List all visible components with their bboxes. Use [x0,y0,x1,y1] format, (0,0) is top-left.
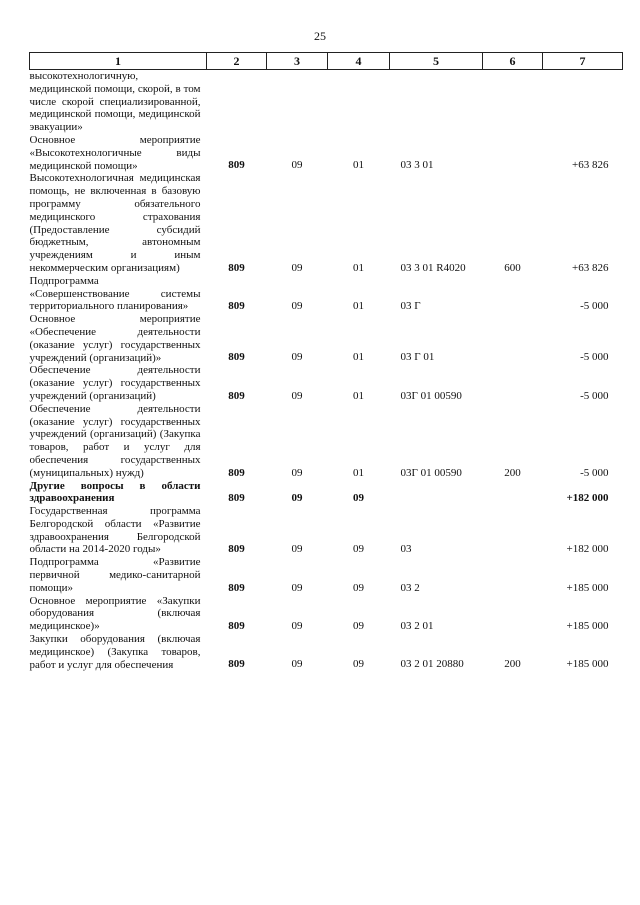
row-name: Обеспечение деятельности (оказание услуг) государственных учреждений (организаций) (Закупка товаров, работ и услуг для обеспечения государственных (муниципальных) нужд) [29,402,201,479]
table-row [30,633,623,671]
row-kvs: 809 [228,261,245,274]
row-kvs: 809 [228,581,245,594]
row-csr [390,480,483,506]
table-row [30,403,623,480]
row-amount: -5 000 [580,466,609,479]
row-name: Высокотехнологичная медицинская помощь, не включенная в базовую программу обязательного медицинского страхования (Предоставление субсидий бюджетным, автономным учреждениям и иным некоммерческим организациям) [29,172,201,274]
row-rz: 09 [291,658,303,671]
row-name: Основное мероприятие «Закупки оборудования (включая медицинское)» [29,594,201,633]
header-col-3: 3 [267,53,328,70]
row-rz: 09 [291,581,303,594]
row-rz: 09 [291,492,303,505]
row-amount: -5 000 [580,300,609,313]
row-vr [483,505,543,556]
row-rz: 09 [291,159,303,172]
page-number: 25 [314,29,326,43]
row-rz: 09 [291,389,303,402]
row-csr: 03 2 01 [400,620,434,633]
row-pr: 01 [353,261,364,274]
row-name: Основное мероприятие «Высокотехнологичные виды медицинской помощи» [29,133,201,172]
table-body [30,70,623,672]
row-csr: 03 Г 01 [400,351,435,364]
row-kvs: 809 [228,389,245,402]
row-name: Обеспечение деятельности (оказание услуг) государственных учреждений (организаций) [29,364,201,402]
row-vr [483,313,543,364]
row-name: Закупки оборудования (включая медицинское) (Закупка товаров, работ и услуг для обеспечения [29,633,201,671]
row-kvs: 809 [228,658,245,671]
row-pr: 01 [353,300,364,313]
row-rz [267,70,328,134]
row-pr: 01 [353,466,364,479]
table-row [30,480,623,506]
header-row [30,53,623,70]
row-rz: 09 [291,261,303,274]
row-name: Государственная программа Белгородской области «Развитие здравоохранения Белгородской области на 2014-2020 годы» [29,505,201,556]
table-row [30,595,623,633]
row-amount: +182 000 [566,543,609,556]
row-amount [543,70,623,134]
row-pr: 01 [353,351,364,364]
row-vr [483,595,543,633]
row-amount: +185 000 [566,658,609,671]
row-kvs: 809 [228,300,245,313]
row-csr: 03Г 01 00590 [400,466,462,479]
row-pr: 09 [353,581,364,594]
header-col-1: 1 [30,53,207,70]
row-name: Другие вопросы в области здравоохранения [29,479,201,505]
row-csr: 03 3 01 [400,159,434,172]
row-vr: 200 [504,466,521,479]
row-name: Основное мероприятие «Обеспечение деятельности (оказание услуг) государственных учреждений (организаций)» [29,313,201,364]
row-kvs: 809 [228,159,245,172]
row-csr: 03Г 01 00590 [400,389,462,402]
row-vr: 200 [504,658,521,671]
row-rz: 09 [291,466,303,479]
row-vr: 600 [504,261,521,274]
row-pr: 09 [353,658,364,671]
row-name: высокотехнологичную, медицинской помощи, скорой, в том числе скорой специализированной, медицинской помощи, медицинской эвакуации» [29,70,201,134]
table-row [30,505,623,556]
row-amount: +185 000 [566,581,609,594]
table-row [30,70,623,134]
row-csr [390,70,483,134]
row-rz: 09 [291,351,303,364]
table-row [30,556,623,594]
table-row [30,313,623,364]
row-csr: 03 2 [400,581,420,594]
row-kvs: 809 [228,351,245,364]
header-col-6: 6 [483,53,543,70]
row-amount: +182 000 [566,492,609,505]
row-pr: 09 [353,620,364,633]
row-rz: 09 [291,300,303,313]
row-vr [483,364,543,402]
row-rz: 09 [291,543,303,556]
row-pr: 01 [353,389,364,402]
row-kvs: 809 [228,492,245,505]
row-amount: +63 826 [572,261,609,274]
row-pr [328,70,390,134]
row-vr [483,134,543,172]
row-vr [483,70,543,134]
row-vr [483,275,543,313]
row-kvs: 809 [228,466,245,479]
row-kvs [207,70,267,134]
row-amount: -5 000 [580,351,609,364]
header-col-2: 2 [207,53,267,70]
table-header [30,53,623,70]
table-row [30,364,623,402]
table-row [30,134,623,172]
row-amount: +185 000 [566,620,609,633]
row-csr: 03 2 01 20880 [400,658,464,671]
row-csr: 03 3 01 R4020 [400,261,466,274]
header-col-5: 5 [390,53,483,70]
row-name: Подпрограмма «Совершенствование системы территориального планирования» [29,274,201,313]
row-pr: 09 [353,492,364,505]
row-kvs: 809 [228,620,245,633]
row-csr: 03 [400,543,412,556]
row-pr: 09 [353,543,364,556]
table-row [30,172,623,274]
row-vr [483,480,543,506]
table-row [30,275,623,313]
row-vr [483,556,543,594]
row-csr: 03 Г [400,300,421,313]
header-col-4: 4 [328,53,390,70]
row-pr: 01 [353,159,364,172]
row-kvs: 809 [228,543,245,556]
budget-table [29,52,623,671]
row-name: Подпрограмма «Развитие первичной медико-санитарной помощи» [29,556,201,594]
row-amount: -5 000 [580,389,609,402]
row-amount: +63 826 [572,159,609,172]
header-col-7: 7 [543,53,623,70]
row-rz: 09 [291,620,303,633]
